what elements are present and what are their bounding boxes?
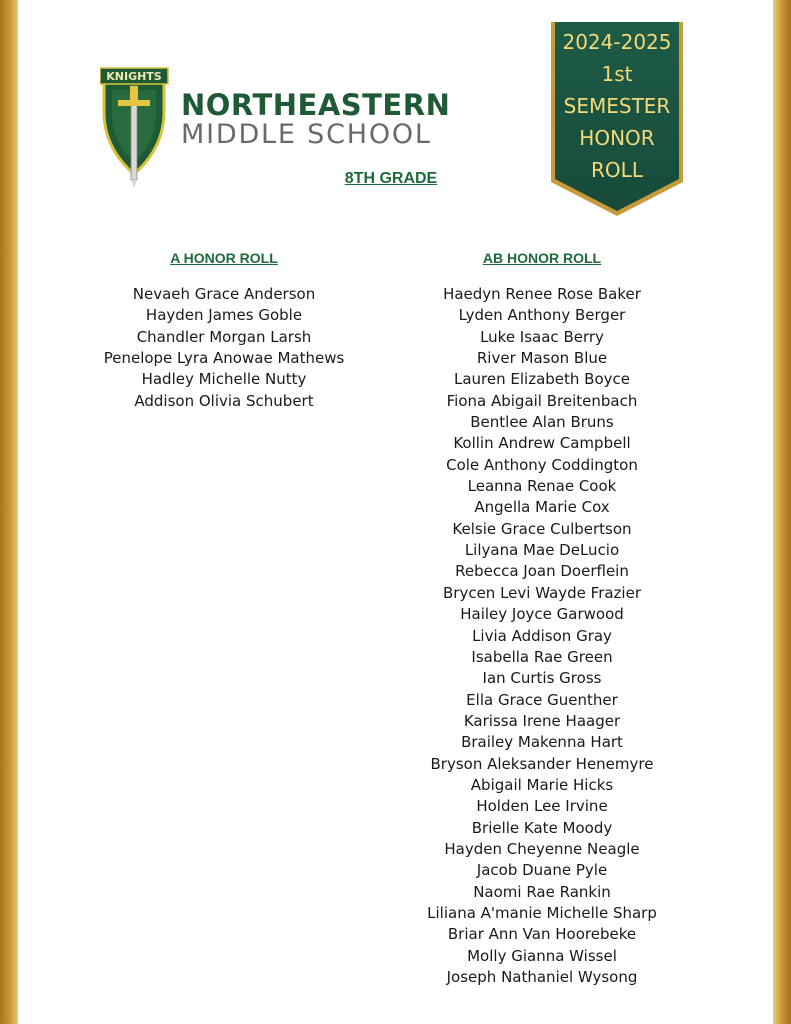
student-name: Fiona Abigail Breitenbach xyxy=(446,391,638,410)
a-honor-roll-list xyxy=(64,284,384,412)
a-honor-roll-heading: A HONOR ROLL xyxy=(170,250,278,266)
student-name: Cole Anthony Coddington xyxy=(446,455,638,474)
student-name: Chandler Morgan Larsh xyxy=(136,327,312,346)
student-name: Molly Gianna Wissel xyxy=(467,946,617,965)
school-name-line1: NORTHEASTERN xyxy=(181,88,451,122)
student-name: Haedyn Renee Rose Baker xyxy=(443,285,641,303)
school-name xyxy=(181,90,481,150)
student-name: Brailey Makenna Hart xyxy=(461,733,623,752)
student-name: Kelsie Grace Culbertson xyxy=(452,519,632,538)
banner-line-1st: 1st xyxy=(601,62,633,86)
student-name: Briar Ann Van Hoorebeke xyxy=(447,925,637,944)
student-name: Rebecca Joan Doerflein xyxy=(455,562,629,581)
student-name: Ella Grace Guenther xyxy=(466,690,618,709)
banner-text xyxy=(549,26,685,186)
banner-line-honor: HONOR xyxy=(579,126,655,150)
student-name: Kollin Andrew Campbell xyxy=(453,434,631,453)
student-name: Leanna Renae Cook xyxy=(467,477,617,496)
student-name: Addison Olivia Schubert xyxy=(134,391,314,410)
student-name: Joseph Nathaniel Wysong xyxy=(446,968,638,986)
student-name: Hailey Joyce Garwood xyxy=(460,605,624,624)
student-name: Lauren Elizabeth Boyce xyxy=(453,370,630,389)
ab-honor-roll-heading: AB HONOR ROLL xyxy=(482,250,602,266)
student-name: Bryson Aleksander Henemyre xyxy=(430,754,654,773)
ab-honor-roll-list xyxy=(382,284,702,988)
student-name: Hadley Michelle Nutty xyxy=(141,370,307,389)
honor-roll-page xyxy=(18,0,773,1024)
logo-knights-text: KNIGHTS xyxy=(106,70,162,83)
grade-heading: 8TH GRADE xyxy=(344,170,438,187)
school-name-line2: MIDDLE SCHOOL xyxy=(181,119,432,150)
student-name: Lyden Anthony Berger xyxy=(458,306,626,325)
student-name: Holden Lee Irvine xyxy=(476,797,608,816)
student-name: Ian Curtis Gross xyxy=(482,669,602,688)
banner-line-years: 2024-2025 xyxy=(562,30,672,54)
knights-sword-logo xyxy=(100,62,172,188)
student-name: Isabella Rae Green xyxy=(471,647,613,666)
student-name: Naomi Rae Rankin xyxy=(473,882,611,901)
student-name: Angella Marie Cox xyxy=(474,498,610,517)
student-name: Brycen Levi Wayde Frazier xyxy=(442,583,641,602)
student-name: Brielle Kate Moody xyxy=(471,818,613,837)
student-name: Luke Isaac Berry xyxy=(480,327,604,346)
student-name: Hayden Cheyenne Neagle xyxy=(444,839,640,858)
student-name: Lilyana Mae DeLucio xyxy=(464,541,620,560)
student-name: Livia Addison Gray xyxy=(472,626,612,645)
student-name: Abigail Marie Hicks xyxy=(470,775,614,794)
student-name: Karissa Irene Haager xyxy=(463,711,621,730)
student-name: Liliana A'manie Michelle Sharp xyxy=(427,903,657,922)
banner-line-roll: ROLL xyxy=(591,158,643,182)
student-name: Hayden James Goble xyxy=(145,306,303,325)
student-name: River Mason Blue xyxy=(476,349,608,368)
student-name: Bentlee Alan Bruns xyxy=(470,413,614,432)
student-name: Nevaeh Grace Anderson xyxy=(132,285,316,303)
banner-line-semester: SEMESTER xyxy=(563,94,671,118)
student-name: Penelope Lyra Anowae Mathews xyxy=(103,349,345,368)
student-name: Jacob Duane Pyle xyxy=(476,861,608,880)
